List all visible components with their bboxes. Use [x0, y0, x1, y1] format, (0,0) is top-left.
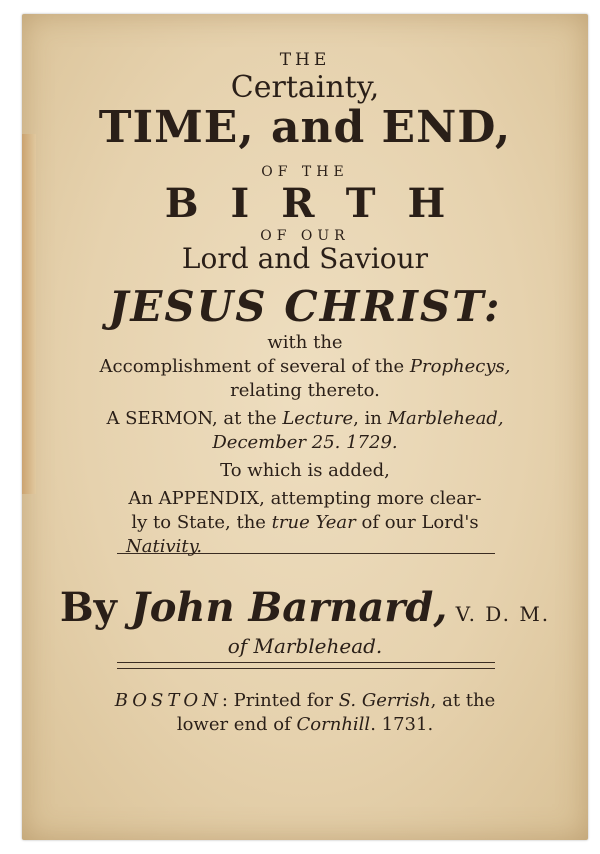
title-birth: BIRTH	[164, 180, 478, 227]
title-page	[22, 14, 588, 840]
appendix-line-2-a: ly to State, the	[131, 512, 272, 533]
lecture-text: Lecture	[282, 408, 354, 429]
sermon-in-text: , in	[353, 408, 388, 429]
sermon-line	[22, 408, 588, 429]
subtitle-relating: relating thereto.	[230, 380, 380, 401]
true-year-text: true Year	[271, 512, 356, 533]
sermon-date: December 25. 1729.	[212, 432, 398, 453]
imprint-printer: S. Gerrish	[338, 690, 431, 711]
imprint-printed: : Printed for	[221, 690, 339, 711]
appendix-line-3: Nativity.	[126, 536, 203, 557]
prophecys-text: Prophecys,	[409, 356, 511, 377]
imprint-city: BOSTON	[114, 690, 222, 711]
author-by: By	[59, 584, 131, 631]
double-rule-bottom	[117, 668, 495, 669]
imprint-year: . 1731.	[370, 714, 434, 735]
title-the: THE	[279, 50, 331, 70]
imprint-line-1	[22, 690, 588, 711]
author-degree: V. D. M.	[447, 602, 551, 626]
sermon-text: A SERMON, at the	[106, 408, 283, 429]
title-certainty: Certainty,	[230, 70, 380, 105]
title-of-our: OF OUR	[260, 228, 350, 244]
appendix-line-2	[22, 512, 588, 533]
title-jesus-christ: JESUS CHRIST:	[108, 282, 502, 331]
appendix-line-1: An APPENDIX, attempting more clear-	[128, 488, 482, 509]
marblehead-text: Marblehead,	[387, 408, 504, 429]
title-of-the: OF THE	[261, 164, 349, 180]
imprint-lower-end: lower end of	[176, 714, 297, 735]
added-line: To which is added,	[220, 460, 390, 481]
imprint-street: Cornhill	[296, 714, 371, 735]
appendix-line-2-c: of our Lord's	[355, 512, 479, 533]
author-name: John Barnard,	[130, 584, 448, 631]
accomplishment-text: Accomplishment of several of the	[99, 356, 410, 377]
imprint-at: , at the	[430, 690, 496, 711]
author-place: of Marblehead.	[227, 634, 383, 658]
title-time-end: TIME, and END,	[98, 102, 512, 153]
divider-rule	[117, 553, 495, 554]
subtitle-accomplishment	[22, 356, 588, 377]
subtitle-with: with the	[267, 332, 343, 353]
double-rule-top	[117, 662, 495, 663]
author-line	[22, 584, 588, 631]
title-lord-saviour: Lord and Saviour	[181, 242, 429, 275]
imprint-line-2	[22, 714, 588, 735]
